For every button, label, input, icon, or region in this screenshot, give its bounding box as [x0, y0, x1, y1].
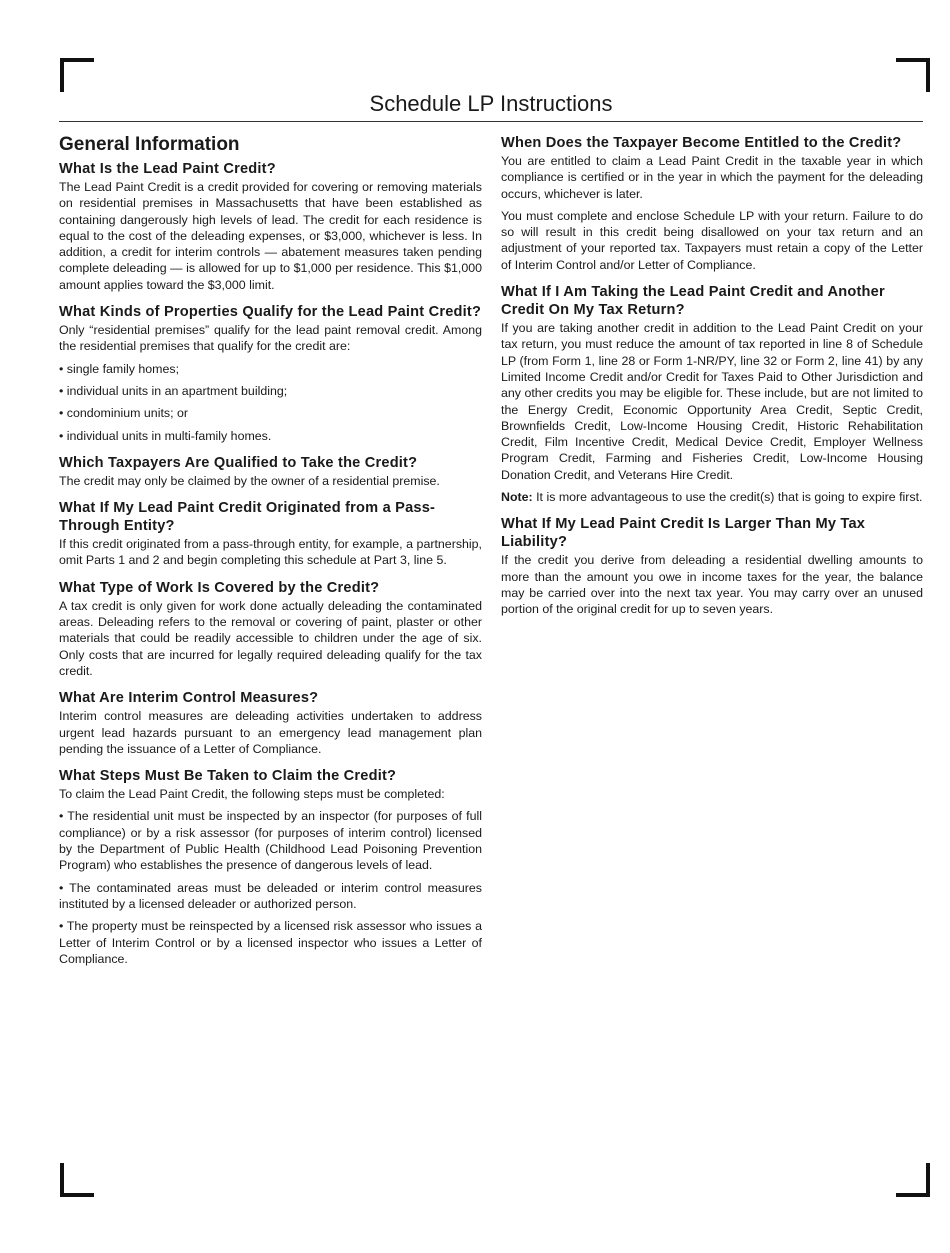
paragraph: The credit may only be claimed by the owner of a residential premise. — [59, 473, 440, 488]
crop-mark-bottom-left — [60, 1163, 94, 1197]
crop-mark-top-right — [896, 58, 930, 92]
paragraph: If you are taking another credit in addition to the Lead Paint Credit on your tax return, you must reduce the amount of tax reported in line 8 of Schedule LP (from Form 1, line 28 or Form 1-NR/PY, line 32 or Form 2, line 41) by any Limited Income Credit and/or Credit for Taxes Paid to Other Jurisdiction and any other credits you may be eligible for. These include, but are not limited to the Energy Credit, Economic Opportunity Area Credit, Septic Credit, Brownfields Credit, Low-Income Housing Credit, Historic Rehabilitation Credit, Film Incentive Credit, Medical Device Credit, Employer Wellness Program Credit, Farming and Fisheries Credit, Low-Income Housing Donation Credit, and Veterans Hire Credit. — [501, 321, 923, 482]
crop-mark-bottom-right — [896, 1163, 930, 1197]
section-lead-paint-credit — [59, 160, 482, 293]
paragraph: The Lead Paint Credit is a credit provided for covering or removing materials on residential premises in Massachusetts that have been established as containing dangerously high levels of lead. The credit for each residence is equal to the cost of the deleading expenses, or $3,000, whichever is less. In addition, a credit for interim controls — abatement measures taken pending complete deleading — is allowed for up to $1,000 per residence. This $1,000 amount applies toward the $3,000 limit. — [59, 180, 482, 292]
section-heading: What Steps Must Be Taken to Claim the Credit? — [59, 768, 397, 785]
paragraph: To claim the Lead Paint Credit, the following steps must be completed: — [59, 787, 445, 802]
section-steps-to-claim — [59, 767, 482, 967]
left-column — [59, 134, 482, 977]
section-heading: What Type of Work Is Covered by the Credit? — [59, 579, 380, 596]
general-information-heading: General Information — [59, 134, 240, 155]
section-heading: What If My Lead Paint Credit Is Larger Than My Tax Liability? — [501, 516, 866, 551]
section-heading: What If My Lead Paint Credit Originated from a Pass-Through Entity? — [59, 500, 436, 535]
paragraph: If the credit you derive from deleading a residential dwelling amounts to more than the amount you owe in income taxes for the year, the balance may be carried over into the next tax year. You may carry over an unused portion of the original credit for up to seven years. — [501, 553, 923, 617]
section-another-credit — [501, 283, 923, 505]
section-heading: When Does the Taxpayer Become Entitled to the Credit? — [501, 135, 902, 151]
section-heading: What Kinds of Properties Qualify for the Lead Paint Credit? — [59, 304, 482, 321]
note-text: It is more advantageous to use the credit(s) that is going to expire first. — [532, 490, 923, 505]
list-item: • The residential unit must be inspected by an inspector (for purposes of full compliance) or by a risk assessor (for purposes of interim control) licensed by the Department of Public Health (Childhood Lead Poisoning Prevention Program) who establishes the presence of dangerous levels of lead. — [59, 809, 482, 873]
section-heading: What Are Interim Control Measures? — [59, 690, 319, 707]
section-heading: What Is the Lead Paint Credit? — [59, 161, 276, 177]
list-item: • The contaminated areas must be deleaded or interim control measures instituted by a licensed deleader or authorized person. — [59, 880, 482, 911]
section-pass-through-entity — [59, 499, 482, 569]
section-qualified-taxpayers — [59, 454, 482, 489]
paragraph: You must complete and enclose Schedule LP with your return. Failure to do so will result in this credit being disallowed on your tax return and an adjustment of your reported tax. Taxpayers must retain a copy of the Letter of Interim Control and/or Letter of Compliance. — [501, 208, 923, 272]
paragraph: You are entitled to claim a Lead Paint Credit in the taxable year in which compliance is certified or in the year in which the payment for the deleading occurs, whichever is later. — [501, 154, 923, 201]
list-item: • condominium units; or — [59, 406, 188, 421]
section-entitled-to-credit — [501, 134, 923, 273]
note-label: Note: — [501, 490, 533, 505]
list-item: • individual units in multi-family homes. — [59, 428, 272, 443]
paragraph: Interim control measures are deleading activities undertaken to address urgent lead hazards pursuant to an emergency lead management plan pending the issuance of a Letter of Compliance. — [59, 709, 482, 756]
list-item: • individual units in an apartment building; — [59, 383, 288, 398]
section-properties-qualify — [59, 303, 482, 444]
crop-mark-top-left — [60, 58, 94, 92]
paragraph: If this credit originated from a pass-through entity, for example, a partnership, omit Parts 1 and 2 and begin completing this schedule at Part 3, line 5. — [59, 537, 482, 568]
list-item: • The property must be reinspected by a licensed risk assessor who issues a Letter of Interim Control or by a licensed inspector who issues a Letter of Compliance. — [59, 919, 482, 966]
list-item: • single family homes; — [59, 361, 180, 376]
paragraph: A tax credit is only given for work done actually deleading the contaminated areas. Deleading refers to the removal or covering of paint, plaster or other materials that could be readily accessible to children under the age of six. Only costs that are incurred for legally required deleading qualify for the tax credit. — [59, 598, 482, 678]
page-title: Schedule LP Instructions — [59, 91, 923, 122]
section-heading: What If I Am Taking the Lead Paint Credit and Another Credit On My Tax Return? — [501, 284, 885, 319]
right-column — [501, 134, 923, 628]
section-heading: Which Taxpayers Are Qualified to Take the Credit? — [59, 454, 418, 471]
section-type-of-work — [59, 579, 482, 679]
paragraph: Only “residential premises” qualify for the lead paint removal credit. Among the residential premises that qualify for the credit are: — [59, 323, 482, 354]
note — [501, 489, 923, 505]
section-interim-control — [59, 689, 482, 757]
section-larger-than-liability — [501, 515, 923, 617]
